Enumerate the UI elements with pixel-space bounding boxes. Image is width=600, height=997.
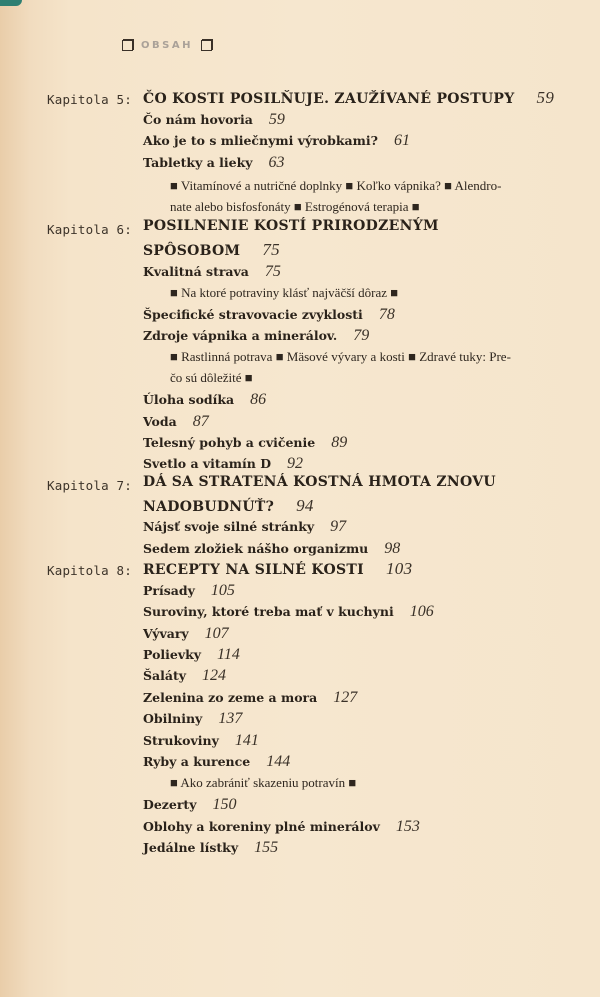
toc-entry[interactable] xyxy=(143,434,347,452)
page-number: 75 xyxy=(264,263,281,280)
chapter-title-continued[interactable] xyxy=(143,496,314,516)
page-number: 124 xyxy=(202,667,227,684)
page-number: 79 xyxy=(353,327,370,344)
chapter-title[interactable] xyxy=(143,559,412,579)
toc-entry[interactable] xyxy=(143,753,290,771)
entry-title: Nájsť svoje silné stránky xyxy=(143,519,315,534)
running-header xyxy=(122,40,212,51)
page-number: 137 xyxy=(218,710,243,727)
toc-entry[interactable] xyxy=(143,710,242,728)
toc-entry[interactable] xyxy=(143,582,235,600)
entry-title: Vývary xyxy=(143,626,189,641)
box-ornament-icon xyxy=(122,40,133,51)
entry-title: Prísady xyxy=(143,583,195,598)
page-number: 75 xyxy=(262,240,280,259)
subtopics-line: nate alebo bisfosfonáty ■ Estrogénová terapia ■ xyxy=(170,199,420,214)
page-number: 86 xyxy=(250,391,267,408)
toc-entry[interactable] xyxy=(143,603,434,621)
subtopics-line: ■ Na ktoré potraviny klásť najväčší dôraz ■ xyxy=(170,285,399,300)
chapter-title-text: DÁ SA STRATENÁ KOSTNÁ HMOTA ZNOVU xyxy=(143,474,496,490)
entry-title: Oblohy a koreniny plné minerálov xyxy=(143,819,380,834)
toc-entry[interactable] xyxy=(143,689,357,707)
entry-title: Suroviny, ktoré treba mať v kuchyni xyxy=(143,604,394,619)
page-number: 92 xyxy=(287,455,304,472)
page-number: 94 xyxy=(296,496,314,515)
page-number: 107 xyxy=(204,625,229,642)
toc-entry[interactable] xyxy=(143,132,410,150)
book-edge-mark xyxy=(0,0,22,6)
page-number: 141 xyxy=(234,732,259,749)
entry-title: Čo nám hovoria xyxy=(143,112,253,127)
toc-entry[interactable] xyxy=(143,818,420,836)
toc-entry[interactable] xyxy=(143,839,278,857)
entry-title: Tabletky a lieky xyxy=(143,155,253,170)
entry-title: Zelenina zo zeme a mora xyxy=(143,690,318,705)
toc-entry[interactable] xyxy=(143,111,285,129)
page-number: 150 xyxy=(212,796,237,813)
page-number: 97 xyxy=(330,518,347,535)
subtopics-line: ■ Vitamínové a nutričné doplnky ■ Koľko vápnika? ■ Alendro- xyxy=(170,178,502,193)
chapter-label: Kapitola 7: xyxy=(47,478,132,493)
page-number: 106 xyxy=(409,603,434,620)
entry-title: Svetlo a vitamín D xyxy=(143,456,272,471)
entry-title: Špecifické stravovacie zvyklosti xyxy=(143,307,363,322)
box-ornament-icon xyxy=(201,40,212,51)
chapter-title[interactable] xyxy=(143,88,554,108)
subtopics-line: ■ Ako zabrániť skazeniu potravín ■ xyxy=(170,775,357,790)
entry-title: Strukoviny xyxy=(143,733,219,748)
toc-entry[interactable] xyxy=(143,625,229,643)
page-number: 153 xyxy=(395,818,420,835)
entry-title: Dezerty xyxy=(143,797,197,812)
page-number: 155 xyxy=(254,839,279,856)
toc-entry[interactable] xyxy=(143,455,303,473)
page-number: 59 xyxy=(536,88,555,107)
chapter-title-text: RECEPTY NA SILNÉ KOSTI xyxy=(143,562,364,578)
subtopics-line: čo sú dôležité ■ xyxy=(170,370,253,385)
chapter-label: Kapitola 8: xyxy=(47,563,132,578)
chapter-label: Kapitola 5: xyxy=(47,92,132,107)
toc-entry[interactable] xyxy=(143,518,346,536)
page-number: 98 xyxy=(384,540,401,557)
page-number: 87 xyxy=(192,413,209,430)
entry-title: Obilniny xyxy=(143,711,203,726)
chapter-title-continued[interactable] xyxy=(143,240,280,260)
page-number: 114 xyxy=(217,646,240,663)
toc-entry[interactable] xyxy=(143,327,369,345)
entry-title: Jedálne lístky xyxy=(143,840,239,855)
entry-title: Telesný pohyb a cvičenie xyxy=(143,435,316,450)
chapter-title-text: POSILNENIE KOSTÍ PRIRODZENÝM xyxy=(143,218,439,234)
toc-entry[interactable] xyxy=(143,413,209,431)
entry-title: Šaláty xyxy=(143,668,187,683)
page-number: 63 xyxy=(268,154,285,171)
page-number: 105 xyxy=(210,582,235,599)
toc-entry[interactable] xyxy=(143,540,400,558)
entry-title: Úloha sodíka xyxy=(143,392,235,407)
page-number: 89 xyxy=(331,434,348,451)
entry-title: Zdroje vápnika a minerálov. xyxy=(143,328,338,343)
chapter-title[interactable] xyxy=(143,474,496,490)
chapter-title-text: NADOBUDNÚŤ? xyxy=(143,499,275,515)
toc-entry[interactable] xyxy=(143,154,285,172)
entry-title: Polievky xyxy=(143,647,202,662)
page-number: 59 xyxy=(268,111,285,128)
entry-title: Ryby a kurence xyxy=(143,754,251,769)
toc-entry[interactable] xyxy=(143,263,281,281)
header-label: OBSAH xyxy=(141,40,193,51)
toc-entry[interactable] xyxy=(143,391,266,409)
page-number: 144 xyxy=(266,753,291,770)
page-number: 61 xyxy=(393,132,410,149)
page-number: 103 xyxy=(385,559,413,578)
page-number: 78 xyxy=(378,306,395,323)
entry-title: Sedem zložiek nášho organizmu xyxy=(143,541,369,556)
chapter-label: Kapitola 6: xyxy=(47,222,132,237)
chapter-title-text: ČO KOSTI POSILŇUJE. ZAUŽÍVANÉ POSTUPY xyxy=(143,91,515,107)
toc-entry[interactable] xyxy=(143,667,226,685)
chapter-title-text: SPÔSOBOM xyxy=(143,243,241,259)
chapter-title[interactable] xyxy=(143,218,439,234)
toc-entry[interactable] xyxy=(143,732,259,750)
toc-entry[interactable] xyxy=(143,646,240,664)
entry-title: Ako je to s mliečnymi výrobkami? xyxy=(143,133,378,148)
entry-title: Kvalitná strava xyxy=(143,264,249,279)
page-number: 127 xyxy=(333,689,358,706)
toc-entry[interactable] xyxy=(143,306,395,324)
entry-title: Voda xyxy=(143,414,177,429)
subtopics-line: ■ Rastlinná potrava ■ Mäsové vývary a kosti ■ Zdravé tuky: Pre- xyxy=(170,349,511,364)
toc-entry[interactable] xyxy=(143,796,236,814)
